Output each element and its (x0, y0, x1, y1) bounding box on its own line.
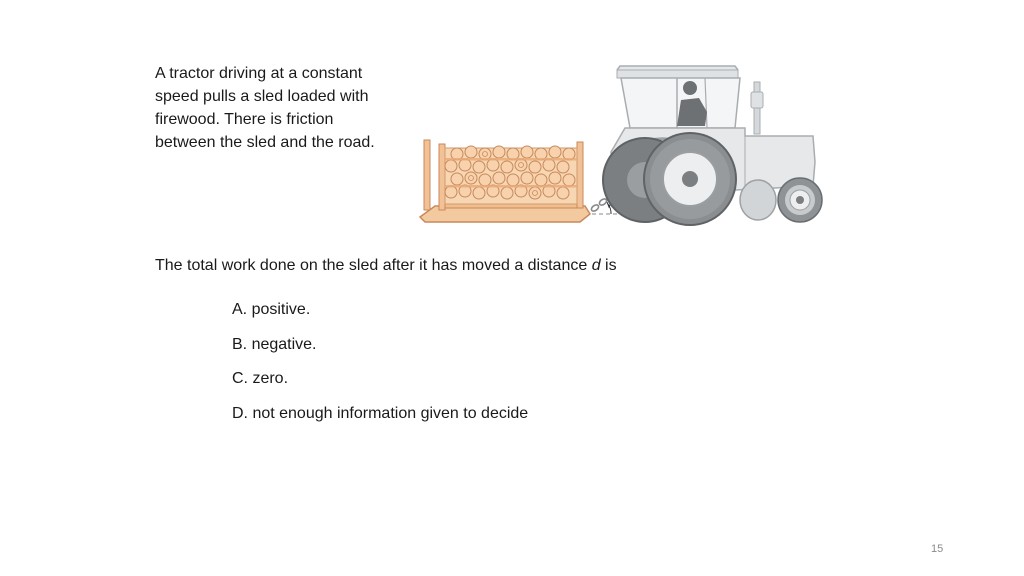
question-suffix: is (600, 257, 617, 274)
page-number: 15 (931, 543, 944, 555)
sled (420, 140, 590, 222)
question-prefix: The total work done on the sled after it has moved a distance (155, 257, 592, 274)
question-text (155, 255, 617, 277)
question-variable: d (591, 257, 601, 274)
intro-line: A tractor driving at a constant (155, 65, 363, 82)
tractor-sled-illustration (415, 62, 830, 237)
intro-line: between the sled and the road. (155, 134, 375, 151)
option-b: B. negative. (232, 335, 317, 353)
option-c: C. zero. (232, 370, 289, 387)
intro-line: speed pulls a sled loaded with (155, 88, 369, 105)
option-d: D. not enough information given to decide (232, 404, 529, 422)
option-a: A. positive. (232, 301, 311, 318)
tractor (603, 66, 822, 225)
answer-options (232, 299, 528, 437)
intro-line: firewood. There is friction (155, 111, 334, 128)
intro-text (155, 62, 410, 154)
